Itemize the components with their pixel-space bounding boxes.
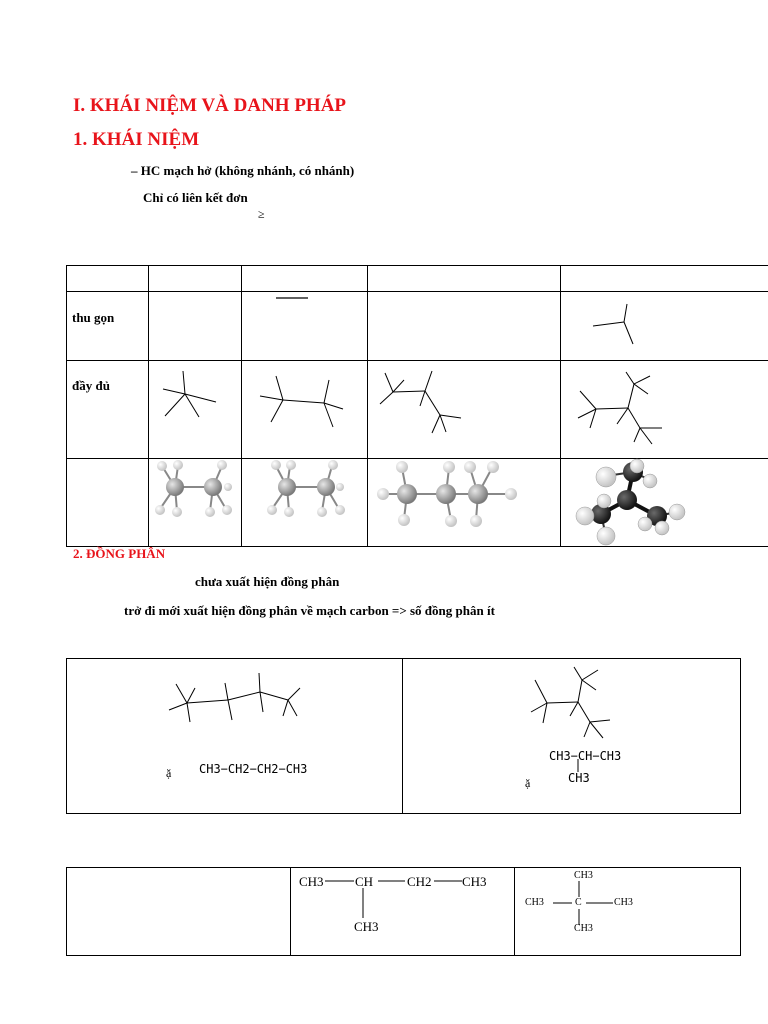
- isomer-line-2: trở đi mới xuất hiện đồng phân về mạch carbon => số đồng phân ít: [124, 603, 495, 618]
- f2-ch3-left: CH3: [525, 897, 544, 908]
- f1-ch: CH: [355, 874, 374, 889]
- f1-ch3-right: CH3: [462, 874, 487, 889]
- butane-marker: ặ: [166, 766, 172, 780]
- f2-ch3-top: CH3: [574, 870, 593, 881]
- ge-symbol: ≥: [258, 207, 265, 221]
- row-label-full: đầy đủ: [72, 378, 110, 393]
- f1-ch3-branch: CH3: [354, 919, 379, 934]
- f1-ch2: CH2: [407, 874, 432, 889]
- intro-line-1: – HC mạch hở (không nhánh, có nhánh): [131, 163, 355, 178]
- isobutane-formula-top: CH3−CH−CH3: [549, 749, 622, 763]
- f2-ch3-right: CH3: [614, 897, 633, 908]
- isobutane-formula-branch: CH3: [568, 771, 590, 785]
- f1-ch3-left: CH3: [299, 874, 324, 889]
- f2-ch3-bottom: CH3: [574, 923, 593, 934]
- f2-center-c: C: [575, 897, 582, 908]
- butane-formula: CH3−CH2−CH2−CH3: [199, 762, 308, 776]
- section-title: 1. KHÁI NIỆM: [73, 129, 200, 150]
- isomer-line-1: chưa xuất hiện đồng phân: [195, 574, 340, 589]
- isomer-heading: 2. ĐỒNG PHÂN: [73, 546, 166, 561]
- row-label-condensed: thu gọn: [72, 310, 115, 325]
- page-title: I. KHÁI NIỆM VÀ DANH PHÁP: [73, 95, 347, 116]
- intro-line-2: Chỉ có liên kết đơn: [143, 190, 248, 205]
- isobutane-marker: ặ: [525, 776, 531, 790]
